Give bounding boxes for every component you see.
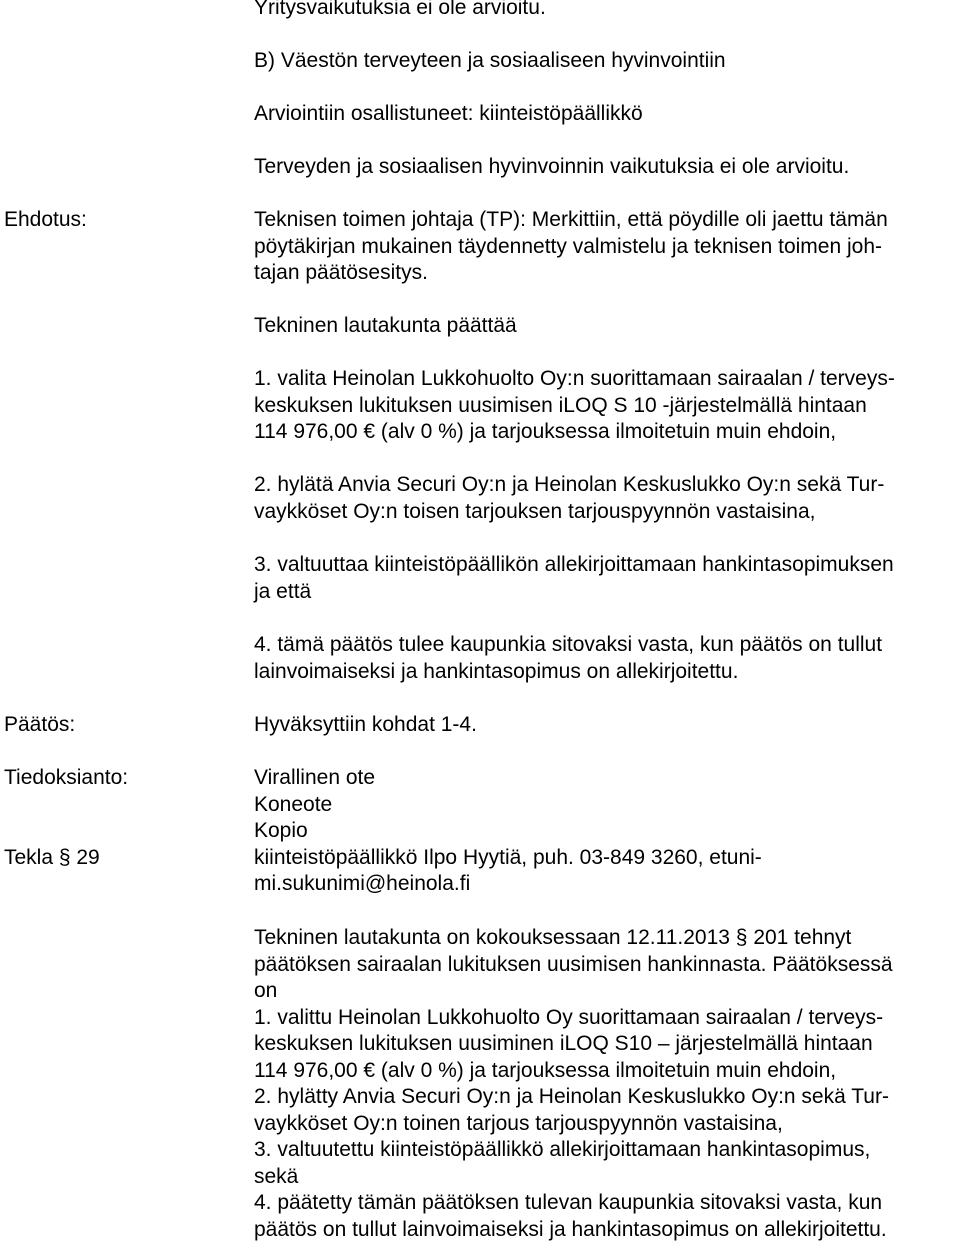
board-decides-text: Tekninen lautakunta päättää — [254, 314, 517, 337]
distribution-item: Virallinen ote — [254, 766, 376, 789]
proposal-item-1: 1. valita Heinolan Lukkohuolto Oy:n suorittamaan sairaalan / terveys- — [254, 367, 895, 390]
proposal-item-2: vaykköset Oy:n toisen tarjouksen tarjouspyynnön vastaisina, — [254, 499, 816, 523]
section-b-heading: B) Väestön terveyteen ja sosiaaliseen hyvinvointiin — [254, 49, 726, 72]
proposal-line: tajan päätösesitys. — [254, 261, 428, 284]
tekla-line: 4. päätetty tämän päätöksen tulevan kaupunkia sitovaksi vasta, kun — [254, 1191, 883, 1214]
distribution-item: kiinteistöpäällikkö Ilpo Hyytiä, puh. 03-849 3260, etuni- — [254, 845, 762, 869]
tekla-line: 114 976,00 € (alv 0 %) ja tarjouksessa ilmoitetuin muin ehdoin, — [254, 1058, 837, 1082]
proposal-item-4: lainvoimaiseksi ja hankintasopimus on allekirjoitettu. — [254, 659, 739, 683]
tekla-line: 2. hylätty Anvia Securi Oy:n ja Heinolan Keskuslukko Oy:n sekä Tur- — [254, 1085, 889, 1108]
decision-text: Hyväksyttiin kohdat 1-4. — [254, 713, 477, 736]
distribution-item: mi.sukunimi@heinola.fi — [254, 872, 471, 895]
participants-text: Arviointiin osallistuneet: kiinteistöpäällikkö — [254, 102, 643, 125]
tekla-line: Tekninen lautakunta on kokouksessaan 12.11.2013 § 201 tehnyt — [254, 926, 852, 949]
proposal-line: pöytäkirjan mukainen täydennetty valmistelu ja teknisen toimen joh- — [254, 234, 883, 258]
tekla-line: on — [254, 979, 278, 1002]
tekla-line: päätöksen sairaalan lukituksen uusimisen hankinnasta. Päätöksessä — [254, 952, 893, 976]
proposal-item-1: 114 976,00 € (alv 0 %) ja tarjouksessa ilmoitetuin muin ehdoin, — [254, 420, 837, 443]
proposal-item-2: 2. hylätä Anvia Securi Oy:n ja Heinolan Keskuslukko Oy:n sekä Tur- — [254, 473, 885, 496]
proposal-line: Teknisen toimen johtaja (TP): Merkittiin, että pöydille oli jaettu tämän — [254, 208, 888, 231]
health-effects-text: Terveyden ja sosiaalisen hyvinvoinnin vaikutuksia ei ole arvioitu. — [254, 155, 850, 178]
tekla-line: vaykköset Oy:n toinen tarjous tarjouspyynnön vastaisina, — [254, 1111, 783, 1135]
proposal-item-3: 3. valtuuttaa kiinteistöpäällikön allekirjoittamaan hankintasopimuksen — [254, 553, 894, 576]
tekla-line: päätös on tullut lainvoimaiseksi ja hankintasopimus on allekirjoitettu. — [254, 1217, 887, 1241]
tekla-line: 3. valtuutettu kiinteistöpäällikkö allekirjoittamaan hankintasopimus, — [254, 1138, 871, 1161]
tekla-label: Tekla § 29 — [4, 845, 100, 869]
tekla-line: keskuksen lukituksen uusiminen iLOQ S10 – järjestelmällä hintaan — [254, 1032, 873, 1055]
company-effects-text: Yritysvaikutuksia ei ole arvioitu. — [254, 0, 546, 19]
decision-label: Päätös: — [4, 713, 76, 736]
proposal-item-1: keskuksen lukituksen uusimisen iLOQ S 10 -järjestelmällä hintaan — [254, 393, 867, 417]
distribution-item: Koneote — [254, 792, 333, 816]
proposal-item-4: 4. tämä päätös tulee kaupunkia sitovaksi vasta, kun päätös on tullut — [254, 633, 883, 656]
proposal-label: Ehdotus: — [4, 208, 87, 231]
distribution-item: Kopio — [254, 819, 308, 842]
distribution-label: Tiedoksianto: — [4, 766, 129, 789]
proposal-item-3: ja että — [254, 579, 312, 603]
tekla-line: 1. valittu Heinolan Lukkohuolto Oy suorittamaan sairaalan / terveys- — [254, 1005, 884, 1029]
tekla-line: sekä — [254, 1164, 299, 1188]
